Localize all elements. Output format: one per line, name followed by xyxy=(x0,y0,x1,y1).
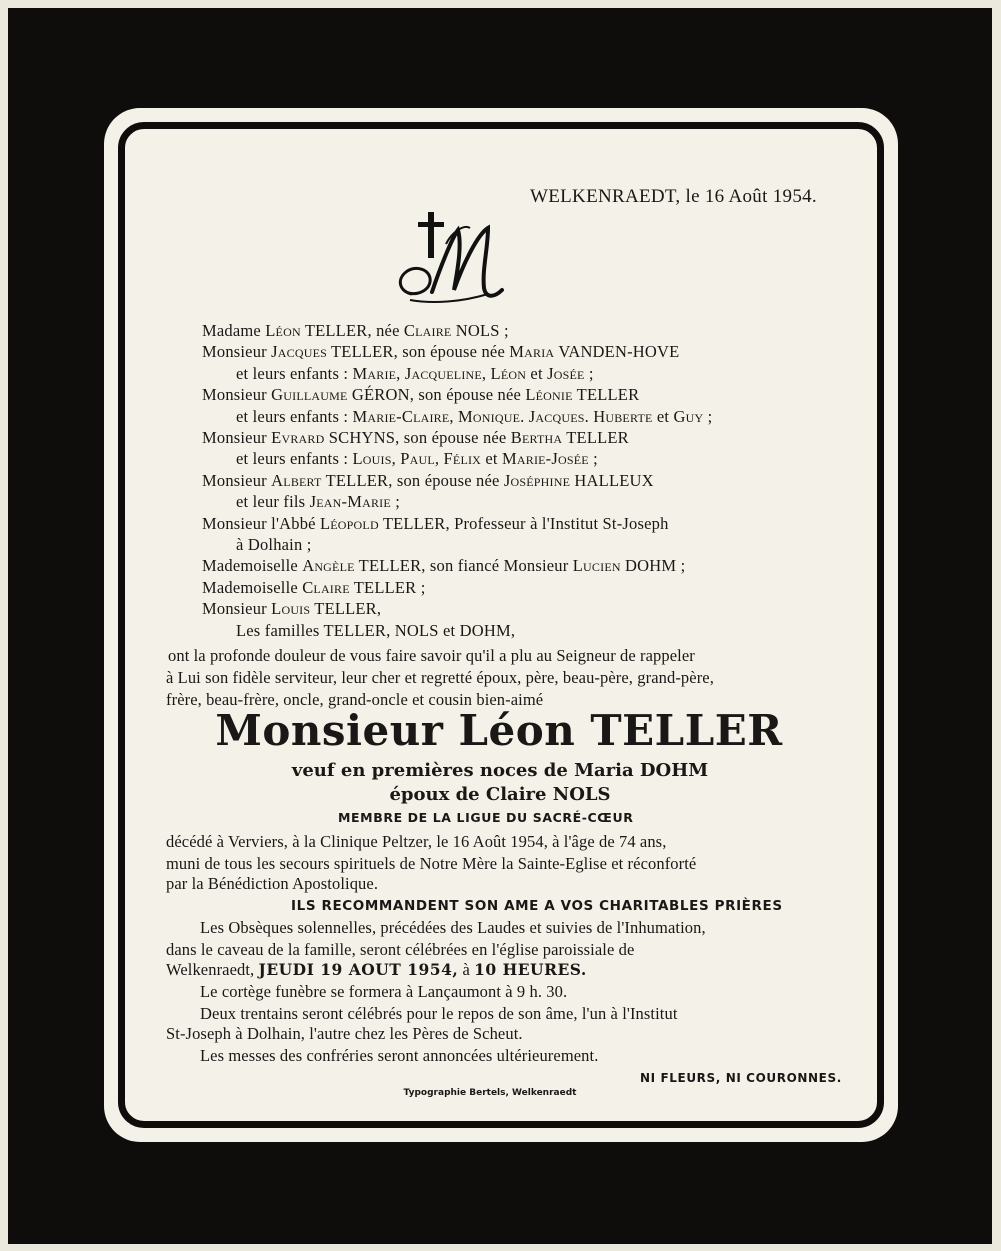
messes-line: Les messes des confréries seront annoncées ultérieurement. xyxy=(200,1046,599,1065)
given-name: Jean-Marie xyxy=(309,492,391,512)
place-date: WELKENRAEDT, le 16 Août 1954. xyxy=(530,186,817,207)
line-text: et xyxy=(652,406,674,426)
family-line xyxy=(202,428,629,448)
line-text: ; xyxy=(703,406,713,426)
first-marriage: veuf en premières noces de Maria DOHM xyxy=(291,760,709,781)
line-text: Monsieur l'Abbé xyxy=(202,513,320,533)
line-text: GÉRON, son épouse née xyxy=(347,385,526,405)
given-name: Louis, Paul, Félix xyxy=(352,449,482,469)
family-line xyxy=(202,599,381,619)
line-text: et leurs enfants : xyxy=(236,363,353,383)
given-name: Joséphine xyxy=(503,470,571,490)
line-text: Monsieur xyxy=(202,428,272,447)
given-name: Léonie xyxy=(525,385,573,405)
line-text: Monsieur xyxy=(202,342,272,362)
line-text: TELLER, son épouse née xyxy=(327,342,510,362)
given-name: Jacques xyxy=(271,342,327,362)
spouse-line: époux de Claire NOLS xyxy=(389,784,611,805)
line-text: Monsieur xyxy=(202,599,272,619)
funeral-line-1: Les Obsèques solennelles, précédées des Laudes et suivies de l'Inhumation, xyxy=(200,918,706,937)
line-text: Mademoiselle xyxy=(202,556,303,576)
given-name: Lucien xyxy=(572,556,621,576)
family-line xyxy=(236,449,598,469)
line-text: et xyxy=(526,363,548,383)
funeral-place: Welkenraedt, xyxy=(166,960,259,979)
line-text: NOLS ; xyxy=(451,321,509,340)
line-text: ; xyxy=(584,363,594,383)
family-line xyxy=(236,407,712,427)
announcement-line-3: frère, beau-frère, oncle, grand-oncle et cousin bien-aimé xyxy=(166,690,544,709)
funeral-line-2: dans le caveau de la famille, seront célébrées en l'église paroissiale de xyxy=(166,940,635,959)
family-line xyxy=(236,535,312,555)
family-line xyxy=(202,471,654,491)
family-line xyxy=(202,514,669,534)
given-name: Angèle xyxy=(302,556,355,576)
death-line-3: par la Bénédiction Apostolique. xyxy=(166,874,379,893)
line-text: Monsieur xyxy=(202,470,272,490)
given-name: Bertha xyxy=(510,428,563,447)
given-name: Marie, Jacqueline, Léon xyxy=(352,363,527,383)
line-text: et xyxy=(481,449,503,469)
given-name: Marie-Claire, Monique. Jacques. Huberte xyxy=(352,406,653,426)
line-text: ; xyxy=(588,449,598,469)
deceased-name: Monsieur Léon TELLER xyxy=(215,706,783,755)
given-name: Louis xyxy=(271,599,311,619)
line-text: TELLER, son fiancé Monsieur xyxy=(354,556,573,576)
line-text: Les familles TELLER, NOLS et DOHM, xyxy=(236,620,516,640)
line-text: TELLER, née xyxy=(300,321,404,340)
given-name: Léopold xyxy=(320,513,379,533)
family-line xyxy=(202,578,426,598)
family-line xyxy=(236,492,400,512)
given-name: Claire xyxy=(403,321,452,340)
line-text: Monsieur xyxy=(202,385,272,405)
death-line-1: décédé à Verviers, à la Clinique Peltzer, le 16 Août 1954, à l'âge de 74 ans, xyxy=(166,832,667,851)
given-name: Josée xyxy=(547,363,585,383)
line-text: VANDEN-HOVE xyxy=(554,342,680,362)
given-name: Albert xyxy=(271,470,322,490)
family-line xyxy=(236,621,515,641)
no-flowers-note: NI FLEURS, NI COURONNES. xyxy=(640,1071,842,1085)
given-name: Guy xyxy=(673,406,704,426)
line-text: et leur fils xyxy=(236,492,310,512)
family-line xyxy=(236,364,594,384)
line-text: DOHM ; xyxy=(620,556,686,576)
printer-credit: Typographie Bertels, Welkenraedt xyxy=(403,1088,577,1098)
family-line xyxy=(202,342,679,362)
family-line xyxy=(202,556,685,576)
line-text: TELLER xyxy=(562,428,629,447)
membership-line: MEMBRE DE LA LIGUE DU SACRÉ-CŒUR xyxy=(338,810,634,825)
line-text: Mademoiselle xyxy=(202,577,303,597)
line-text: et leurs enfants : xyxy=(236,406,353,426)
line-text: SCHYNS, son épouse née xyxy=(324,428,511,447)
trentains-line-1: Deux trentains seront célébrés pour le repos de son âme, l'un à l'Institut xyxy=(200,1004,678,1023)
line-text: TELLER, son épouse née xyxy=(321,470,504,490)
funeral-date: JEUDI 19 AOUT 1954, xyxy=(258,960,459,979)
family-line xyxy=(202,385,639,405)
announcement-line-2: à Lui son fidèle serviteur, leur cher et regretté époux, père, beau-père, grand-père, xyxy=(166,668,714,687)
given-name: Guillaume xyxy=(271,385,348,405)
prayer-request: ILS RECOMMANDENT SON AME A VOS CHARITABLES PRIÈRES xyxy=(291,898,783,914)
death-line-2: muni de tous les secours spirituels de Notre Mère la Sainte-Eglise et réconforté xyxy=(166,854,697,873)
cortege-line: Le cortège funèbre se formera à Lançaumont à 9 h. 30. xyxy=(200,982,568,1001)
line-text: TELLER, xyxy=(310,599,382,619)
given-name: Maria xyxy=(509,342,555,362)
given-name: Léon xyxy=(265,321,301,340)
given-name: Claire xyxy=(302,577,350,597)
line-text: et leurs enfants : xyxy=(236,449,353,469)
funeral-line-3 xyxy=(166,960,587,980)
trentains-line-2: St-Joseph à Dolhain, l'autre chez les Pères de Scheut. xyxy=(166,1024,523,1043)
funeral-at: à xyxy=(458,960,475,979)
funeral-time: 10 HEURES. xyxy=(474,960,587,979)
given-name: Evrard xyxy=(271,428,325,447)
line-text: TELLER, Professeur à l'Institut St-Joseph xyxy=(378,513,669,533)
cross-monogram-icon xyxy=(392,208,514,308)
line-text: HALLEUX xyxy=(570,470,654,490)
given-name: Marie-Josée xyxy=(502,449,589,469)
line-text: TELLER xyxy=(572,385,640,405)
family-line xyxy=(202,321,509,341)
line-text: Madame xyxy=(202,321,266,340)
announcement-line-1: ont la profonde douleur de vous faire savoir qu'il a plu au Seigneur de rappeler xyxy=(168,646,695,665)
line-text: à Dolhain ; xyxy=(236,535,312,554)
line-text: TELLER ; xyxy=(349,577,426,597)
line-text: ; xyxy=(390,492,400,512)
